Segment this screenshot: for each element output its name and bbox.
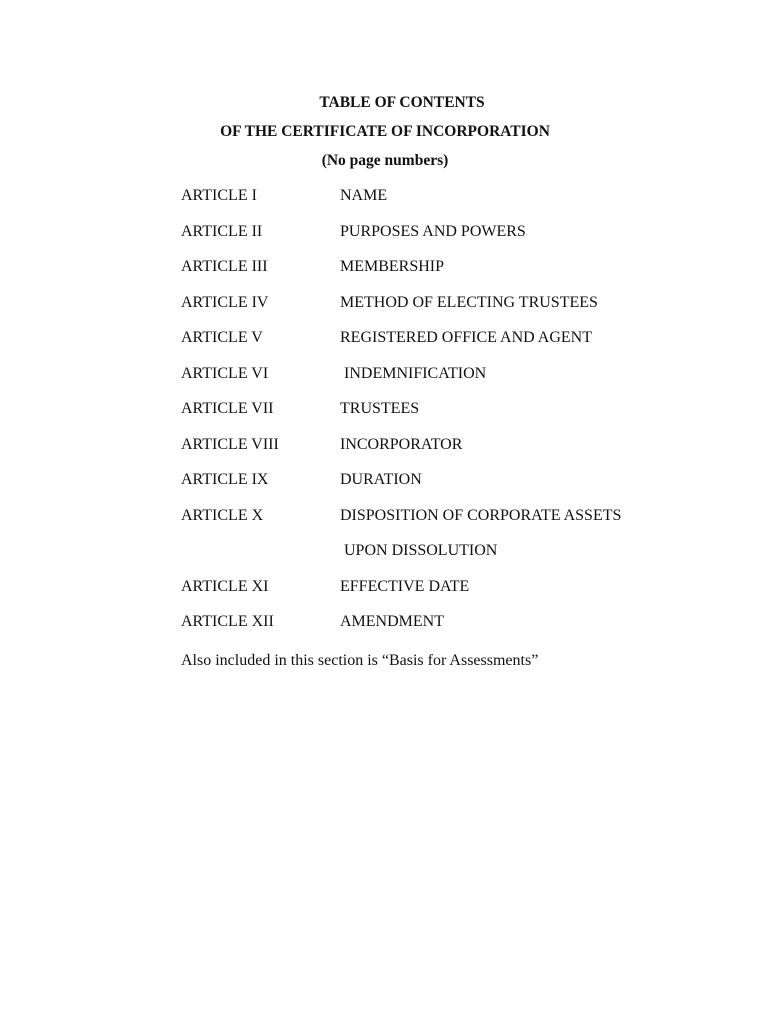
- article-title: TRUSTEES: [340, 400, 420, 417]
- toc-heading: TABLE OF CONTENTS: [319, 94, 485, 111]
- toc-row: [181, 471, 741, 507]
- toc-row: [181, 294, 741, 330]
- footer-note: Also included in this section is “Basis for Assessments”: [181, 652, 539, 669]
- article-title: METHOD OF ELECTING TRUSTEES: [340, 293, 598, 311]
- article-title: UPON DISSOLUTION: [344, 542, 498, 559]
- article-title: MEMBERSHIP: [340, 258, 445, 275]
- article-title: INCORPORATOR: [340, 435, 463, 453]
- article-number: ARTICLE IV: [181, 293, 269, 311]
- toc-subheading: OF THE CERTIFICATE OF INCORPORATION: [220, 123, 550, 140]
- article-number: ARTICLE XI: [181, 577, 269, 595]
- toc-row-continuation: [181, 542, 741, 578]
- article-number: ARTICLE VI: [181, 364, 269, 382]
- article-number: ARTICLE IX: [181, 471, 269, 488]
- toc-list: [181, 187, 741, 649]
- toc-row: [181, 365, 741, 401]
- article-title: AMENDMENT: [340, 613, 444, 630]
- article-number: ARTICLE X: [181, 506, 264, 524]
- article-title: DISPOSITION OF CORPORATE ASSETS: [340, 506, 622, 524]
- article-title: EFFECTIVE DATE: [340, 577, 470, 595]
- article-title: NAME: [340, 187, 388, 204]
- article-title: INDEMNIFICATION: [344, 364, 487, 382]
- article-number: ARTICLE V: [181, 329, 263, 346]
- article-number: ARTICLE II: [181, 222, 263, 240]
- toc-row: [181, 258, 741, 294]
- page-numbers-note: (No page numbers): [321, 152, 449, 169]
- article-number: ARTICLE XII: [181, 613, 274, 630]
- article-number: ARTICLE III: [181, 258, 268, 275]
- toc-row: [181, 400, 741, 436]
- toc-row: [181, 436, 741, 472]
- article-number: ARTICLE VIII: [181, 435, 279, 453]
- article-number: ARTICLE I: [181, 187, 257, 204]
- article-title: PURPOSES AND POWERS: [340, 222, 526, 240]
- toc-row: [181, 187, 741, 223]
- toc-row: [181, 613, 741, 649]
- article-title: REGISTERED OFFICE AND AGENT: [340, 329, 593, 346]
- toc-row: [181, 223, 741, 259]
- toc-row: [181, 329, 741, 365]
- toc-row: [181, 578, 741, 614]
- toc-row: [181, 507, 741, 543]
- article-number: ARTICLE VII: [181, 400, 274, 417]
- article-title: DURATION: [340, 471, 422, 488]
